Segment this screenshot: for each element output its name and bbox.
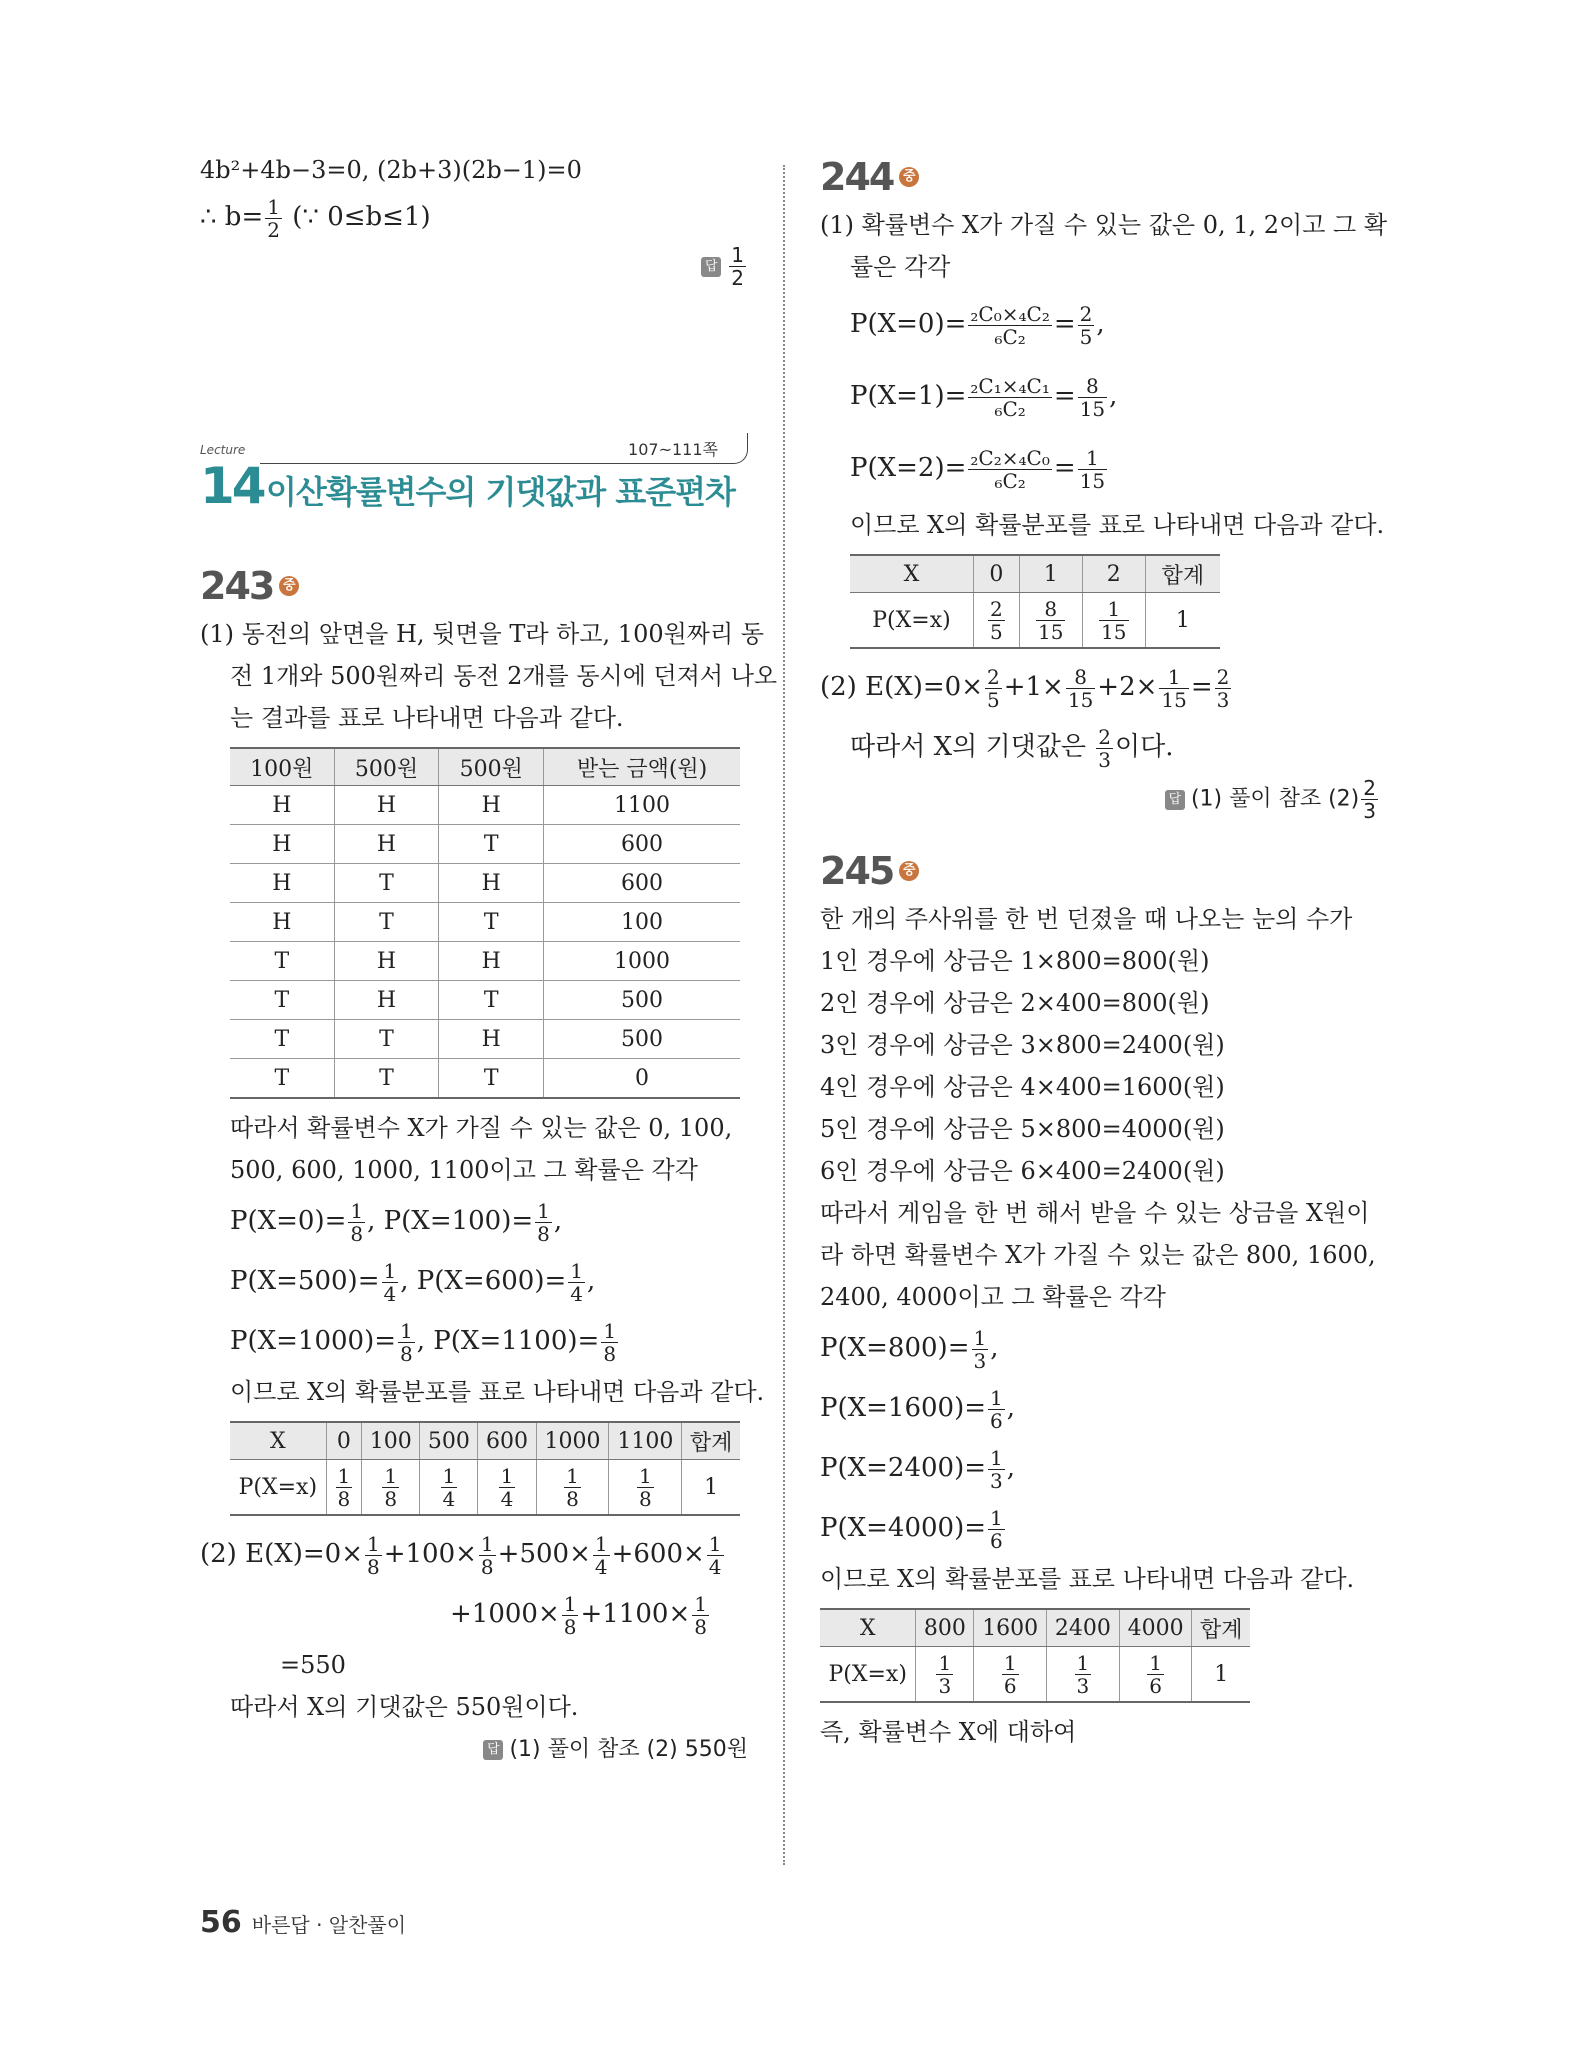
table-cell: 500 [544, 1020, 740, 1059]
prob-line: P(X=4000)= $\frac{1}{6}$ [820, 1505, 1003, 1553]
table-cell: H [334, 786, 439, 825]
table-header: 1000 [536, 1422, 609, 1460]
table-row [230, 903, 740, 942]
text-line: (1) 확률변수 X가 가질 수 있는 값은 0, 1, 2이고 그 확 [820, 211, 1388, 239]
expectation-line: (2) E(X)=0× $\frac{1}{8}$ +100× $\frac{1}{8}$ +500× $\frac{1}{4}$ +600× $\frac{1}{4}$ [200, 1531, 722, 1579]
distribution-table-244 [850, 554, 1220, 649]
table-cell-total: 1 [682, 1460, 740, 1516]
table-cell: T [334, 903, 439, 942]
table-cell [326, 1460, 362, 1516]
lecture-title: 이산확률변수의 기댓값과 표준편차 [266, 473, 735, 511]
table-header: 500 [420, 1422, 478, 1460]
right-column [820, 150, 1388, 1753]
text-line: 이므로 X의 확률분포를 표로 나타내면 다음과 같다. [850, 511, 1385, 539]
table-cell: T [334, 1020, 439, 1059]
table-header-x: X [820, 1609, 916, 1647]
expectation-line: +1000× $\frac{1}{8}$ +1100× $\frac{1}{8}$ [450, 1591, 707, 1639]
fraction: $\frac{1}{2}$ [267, 194, 280, 242]
fraction: $\frac{1}{3}$ [938, 1650, 952, 1698]
table-header: 0 [973, 555, 1019, 593]
text-line: 4인 경우에 상금은 4×400=1600(원) [820, 1073, 1225, 1101]
distribution-table-243 [230, 1421, 740, 1516]
book-title: 바른답 · 알찬풀이 [251, 1913, 407, 1937]
text-line: 따라서 X의 기댓값은 $\frac{2}{3}$ 이다. [850, 724, 1174, 772]
problem-number: 244 [820, 155, 894, 199]
prob-line: P(X=1000)= $\frac{1}{8}$ , P(X=1100)= $\frac{1}{8}$ [230, 1318, 617, 1366]
text-line: 률은 각각 [850, 253, 951, 281]
table-header: 600 [478, 1422, 536, 1460]
table-cell: T [230, 1020, 334, 1059]
table-header: 합계 [682, 1422, 740, 1460]
table-cell [973, 593, 1019, 649]
row-label: P(X=x) [850, 593, 973, 649]
table-cell [536, 1460, 609, 1516]
fraction: $\frac{1}{6}$ [1149, 1650, 1162, 1698]
table-header: 500원 [334, 748, 439, 786]
table-cell: T [439, 825, 544, 864]
text-line: 는 결과를 표로 나타내면 다음과 같다. [230, 704, 624, 732]
table-cell: H [439, 942, 544, 981]
table-cell: T [334, 1059, 439, 1099]
table-row [230, 786, 740, 825]
prob-line: P(X=2)= $\frac{\text{₂C₂×₄C₀}}{\text{₆C₂}}$ = $\frac{1}{15}$ [850, 445, 1106, 493]
coin-outcome-table [230, 747, 740, 1099]
table-header: 100원 [230, 748, 334, 786]
table-header: 합계 [1192, 1609, 1250, 1647]
table-cell [420, 1460, 478, 1516]
answer-line: 답 (1) 풀이 참조 (2) 550원 [200, 1728, 748, 1772]
table-row [230, 825, 740, 864]
answer-line: 답 (1) 풀이 참조 (2) $\frac{2}{3}$ [820, 777, 1380, 822]
text-line: 2인 경우에 상금은 2×400=800(원) [820, 989, 1210, 1017]
problem-243-header [200, 559, 748, 613]
lecture-label: Lecture [200, 443, 246, 457]
table-cell: H [334, 825, 439, 864]
table-cell [974, 1647, 1047, 1703]
distribution-table-245 [820, 1608, 1250, 1703]
text-line: 따라서 X의 기댓값은 550원이다. [230, 1693, 579, 1721]
table-cell: 500 [544, 981, 740, 1020]
prob-line: P(X=2400)= $\frac{1}{3}$ , [820, 1445, 1016, 1493]
table-cell: H [230, 903, 334, 942]
table-header: 1100 [609, 1422, 682, 1460]
left-column [200, 150, 778, 1772]
lecture-header [200, 440, 748, 553]
answer-icon: 답 [1165, 790, 1185, 810]
table-cell: T [230, 981, 334, 1020]
table-header: 2400 [1047, 1609, 1120, 1647]
difficulty-icon: 중 [899, 861, 919, 881]
text-line: 이므로 X의 확률분포를 표로 나타내면 다음과 같다. [820, 1565, 1355, 1593]
text-line: 즉, 확률변수 X에 대하여 [820, 1718, 1077, 1746]
table-cell: T [439, 981, 544, 1020]
answer-icon: 답 [701, 257, 721, 277]
text-line: 라 하면 확률변수 X가 가질 수 있는 값은 800, 1600, [820, 1241, 1376, 1269]
text-line: 따라서 게임을 한 번 해서 받을 수 있는 상금을 X원이 [820, 1199, 1370, 1227]
row-label: P(X=x) [820, 1647, 916, 1703]
text-line: 전 1개와 500원짜리 동전 2개를 동시에 던져서 나오 [230, 662, 778, 690]
table-cell [1047, 1647, 1120, 1703]
fraction: $\frac{1}{6}$ [1003, 1650, 1017, 1698]
column-divider [783, 165, 785, 1865]
table-header: 합계 [1145, 555, 1220, 593]
table-cell: T [334, 864, 439, 903]
fraction: $\frac{2}{5}$ [989, 596, 1003, 644]
prob-line: P(X=1600)= $\frac{1}{6}$ , [820, 1385, 1016, 1433]
problem-245-text [820, 898, 1380, 1318]
table-row [230, 1059, 740, 1099]
table-header: 1 [1019, 555, 1082, 593]
text-line: 2400, 4000이고 그 확률은 각각 [820, 1283, 1166, 1311]
table-cell: T [439, 903, 544, 942]
text-line: 3인 경우에 상금은 3×800=2400(원) [820, 1031, 1225, 1059]
fraction: $\frac{1}{4}$ [442, 1463, 456, 1511]
table-cell [1082, 593, 1145, 649]
table-cell: 600 [544, 825, 740, 864]
table-header: 100 [362, 1422, 420, 1460]
table-header: 1600 [974, 1609, 1047, 1647]
intro-equation-2: ∴ b= $\frac{1}{2}$ (∵ 0≤b≤1) [200, 194, 431, 242]
prob-line: P(X=0)= $\frac{\text{₂C₀×₄C₂}}{\text{₆C₂}}$ = $\frac{2}{5}$ , [850, 301, 1105, 349]
table-header: 받는 금액(원) [544, 748, 740, 786]
table-cell: H [230, 864, 334, 903]
table-header: 800 [916, 1609, 974, 1647]
table-row [230, 864, 740, 903]
expectation-result: =550 [280, 1651, 346, 1679]
answer-line [200, 244, 748, 289]
table-header-x: X [850, 555, 973, 593]
lecture-rule-curve [729, 433, 748, 464]
intro-equation-1: 4b²+4b−3=0, (2b+3)(2b−1)=0 [200, 156, 582, 184]
table-cell [1119, 1647, 1192, 1703]
row-label: P(X=x) [230, 1460, 326, 1516]
text-line: 500, 600, 1000, 1100이고 그 확률은 각각 [230, 1156, 698, 1184]
text-line: 한 개의 주사위를 한 번 던졌을 때 나오는 눈의 수가 [820, 905, 1353, 933]
difficulty-icon: 중 [899, 167, 919, 187]
table-cell: 100 [544, 903, 740, 942]
text-line: 1인 경우에 상금은 1×800=800(원) [820, 947, 1210, 975]
page-number: 56 [200, 1905, 242, 1940]
table-cell: H [334, 981, 439, 1020]
prob-line: P(X=1)= $\frac{\text{₂C₁×₄C₁}}{\text{₆C₂}}$ = $\frac{8}{15}$ , [850, 373, 1118, 421]
table-cell-total: 1 [1192, 1647, 1250, 1703]
table-cell: H [439, 1020, 544, 1059]
table-row [230, 1020, 740, 1059]
table-cell: 1100 [544, 786, 740, 825]
prob-line: P(X=800)= $\frac{1}{3}$ , [820, 1325, 999, 1373]
difficulty-icon: 중 [279, 576, 299, 596]
lecture-number: 14 [200, 457, 264, 515]
table-cell: H [439, 864, 544, 903]
prob-line: P(X=500)= $\frac{1}{4}$ , P(X=600)= $\frac{1}{4}$ , [230, 1258, 596, 1306]
table-cell: 0 [544, 1059, 740, 1099]
table-cell: T [230, 1059, 334, 1099]
table-cell [362, 1460, 420, 1516]
fraction: $\frac{1}{4}$ [500, 1463, 514, 1511]
table-cell [1019, 593, 1082, 649]
prob-line: P(X=0)= $\frac{1}{8}$ , P(X=100)= $\frac{1}{8}$ , [230, 1198, 563, 1246]
table-cell [916, 1647, 974, 1703]
text-line: 따라서 확률변수 X가 가질 수 있는 값은 0, 100, [230, 1114, 733, 1142]
fraction: $\frac{1}{8}$ [384, 1463, 398, 1511]
table-cell: H [230, 825, 334, 864]
problem-number: 245 [820, 849, 894, 893]
table-cell-total: 1 [1145, 593, 1220, 649]
lecture-rule [260, 463, 734, 464]
fraction: $\frac{1}{8}$ [566, 1463, 579, 1511]
fraction: $\frac{1}{15}$ [1101, 596, 1127, 644]
lecture-pages: 107~111쪽 [628, 440, 718, 459]
table-header-x: X [230, 1422, 326, 1460]
table-row [230, 942, 740, 981]
problem-number: 243 [200, 564, 274, 608]
table-cell: H [334, 942, 439, 981]
table-cell: H [439, 786, 544, 825]
fraction: $\frac{1}{8}$ [337, 1463, 351, 1511]
fraction: $\frac{1}{2}$ [731, 243, 744, 290]
answer-icon: 답 [483, 1740, 503, 1760]
table-header: 0 [326, 1422, 362, 1460]
table-cell: H [230, 786, 334, 825]
fraction: $\frac{1}{3}$ [1076, 1650, 1090, 1698]
text-line: 5인 경우에 상금은 5×800=4000(원) [820, 1115, 1225, 1143]
table-cell: T [230, 942, 334, 981]
fraction: $\frac{8}{15}$ [1038, 596, 1064, 644]
problem-244-header [820, 150, 1380, 204]
table-row [230, 981, 740, 1020]
table-cell [609, 1460, 682, 1516]
text-line: 이므로 X의 확률분포를 표로 나타내면 다음과 같다. [230, 1378, 765, 1406]
expectation-line: (2) E(X)=0× $\frac{2}{5}$ +1× $\frac{8}{15}$ +2× $\frac{1}{15}$ = $\frac{2}{3}$ [820, 664, 1230, 712]
table-header: 4000 [1119, 1609, 1192, 1647]
fraction: $\frac{1}{8}$ [638, 1463, 652, 1511]
table-cell [478, 1460, 536, 1516]
table-cell: T [439, 1059, 544, 1099]
text-line: (1) 동전의 앞면을 H, 뒷면을 T라 하고, 100원짜리 동 [200, 620, 764, 648]
table-header: 2 [1082, 555, 1145, 593]
page-footer [200, 1905, 406, 1940]
table-cell: 600 [544, 864, 740, 903]
problem-245-header [820, 844, 1380, 898]
table-cell: 1000 [544, 942, 740, 981]
table-header: 500원 [439, 748, 544, 786]
text-line: 6인 경우에 상금은 6×400=2400(원) [820, 1157, 1225, 1185]
